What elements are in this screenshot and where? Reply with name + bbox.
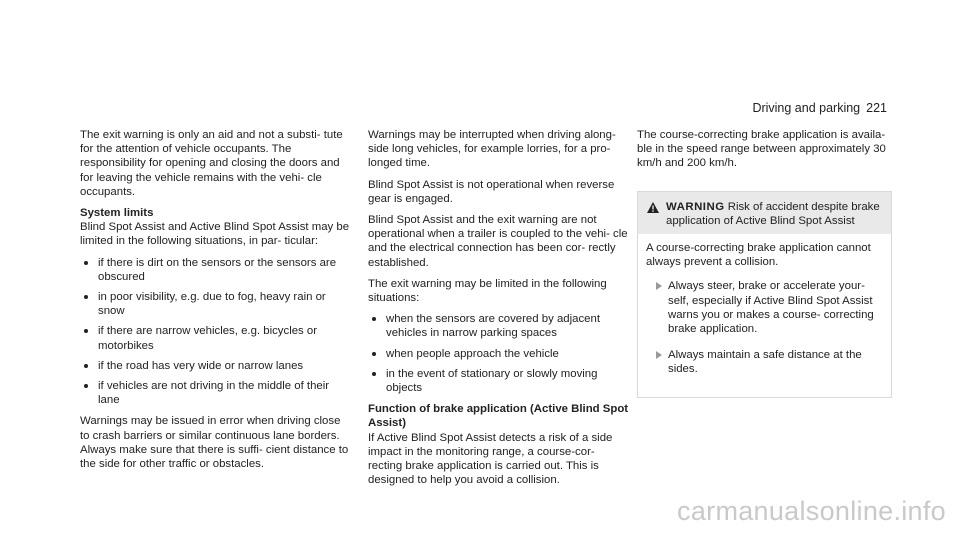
warning-step: Always maintain a safe distance at the sides. [646, 348, 883, 376]
column-left [80, 128, 350, 478]
bullet-icon [84, 364, 88, 368]
warning-header [638, 192, 891, 234]
page-header [752, 101, 887, 115]
interrupt-paragraph: Warnings may be interrupted when driving along- side long vehicles, for example lorries, for a pro- longed time. [368, 129, 616, 170]
list-item: in poor visibility, e.g. due to fog, heavy rain or snow [80, 290, 350, 318]
system-limits-heading: System limits [80, 207, 154, 220]
list-item: when people approach the vehicle [368, 347, 630, 361]
intro-paragraph: The exit warning is only an aid and not a substi- tute for the attention of vehicle occupants. The responsibility for opening and closing the doors and for leaving the vehicle remains with the vehi- cle occupants. [80, 129, 343, 198]
warning-body [638, 234, 891, 397]
page-number: 221 [866, 101, 887, 115]
warning-triangle-icon [647, 202, 659, 217]
exit-warning-list [368, 312, 630, 395]
watermark: carmanualsonline.info [677, 496, 946, 526]
column-right [637, 128, 891, 398]
warnings-paragraph: Warnings may be issued in error when driving close to crash barriers or similar continuous lane borders. Always make sure that there is suffi- cient distance to the side for other traffic or obstacles. [80, 415, 349, 471]
section-title: Driving and parking [752, 101, 861, 115]
function-paragraph: If Active Blind Spot Assist detects a risk of a side impact in the monitoring range, a course-cor- recting brake application is carried out. This is designed to help you avoid a collision. [368, 431, 613, 487]
limits-list [80, 256, 350, 408]
limits-paragraph: Blind Spot Assist and Active Blind Spot Assist may be limited in the following situations, in par- ticular: [80, 221, 350, 248]
list-item: if there is dirt on the sensors or the sensors are obscured [80, 256, 350, 284]
bullet-icon [84, 329, 88, 333]
column-middle [368, 128, 630, 494]
trailer-paragraph: Blind Spot Assist and the exit warning are not operational when a trailer is coupled to the vehi- cle and the electrical connection has been cor- rectly established. [368, 214, 628, 269]
bullet-icon [84, 295, 88, 299]
list-item: in the event of stationary or slowly moving objects [368, 367, 630, 395]
bullet-icon [372, 317, 376, 321]
warning-text: A course-correcting brake application cannot always prevent a collision. [646, 242, 871, 269]
arrow-right-icon [656, 351, 662, 359]
bullet-icon [84, 261, 88, 265]
list-item: when the sensors are covered by adjacent vehicles in narrow parking spaces [368, 312, 630, 340]
function-heading: Function of brake application (Active Blind Spot Assist) [368, 403, 629, 430]
bullet-icon [372, 352, 376, 356]
list-item: if vehicles are not driving in the middle of their lane [80, 379, 350, 407]
list-item: if the road has very wide or narrow lanes [80, 359, 350, 373]
exit-warning-paragraph: The exit warning may be limited in the following situations: [368, 277, 607, 305]
warning-keyword: WARNING [666, 200, 725, 213]
list-item: if there are narrow vehicles, e.g. bicycles or motorbikes [80, 324, 350, 352]
warning-box [637, 191, 892, 398]
reverse-gear-paragraph: Blind Spot Assist is not operational when reverse gear is engaged. [368, 178, 615, 205]
speed-range-paragraph: The course-correcting brake application is availa- ble in the speed range between approximately 30 km/h and 200 km/h. [637, 129, 886, 170]
bullet-icon [372, 372, 376, 376]
arrow-right-icon [656, 282, 662, 290]
warning-headline: Risk of accident despite brake application of Active Blind Spot Assist [666, 200, 880, 227]
bullet-icon [84, 384, 88, 388]
warning-step: Always steer, brake or accelerate your- self, especially if Active Blind Spot Assist warns you or makes a course- correcting brake application. [646, 279, 883, 336]
